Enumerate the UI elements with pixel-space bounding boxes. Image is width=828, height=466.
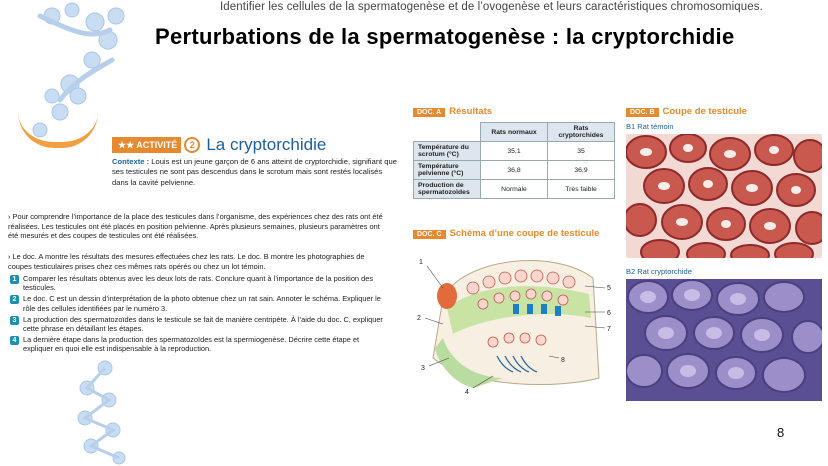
micrograph-control-rat xyxy=(626,134,822,258)
intro-text: Pour comprendre l’importance de la place des testicules dans l’organisme, des expériences chez des rats ont été réalisées. Les testicules ont été placés en position pelvienne. Après plusieurs semaines, plusieurs paramètres ont été mesurés et des coupes de testicules ont été réalisées. xyxy=(8,212,383,241)
micrograph-label-control: B1 Rat témoin xyxy=(626,122,674,131)
doc-c-heading: DOC. C Schéma d’une coupe de testicule xyxy=(413,223,599,241)
diagram-label: 1 xyxy=(419,259,423,266)
question-item: 3 La production des spermatozoïdes dans le testicule se fait de manière centripète. À l’aide du doc. C, expliquer cette phrase en détaillant les étapes. xyxy=(10,315,388,333)
page-number: 8 xyxy=(777,425,785,440)
table-row: Température pelvienne (°C) 36,8 36,9 xyxy=(414,161,615,180)
instructions-text: Le doc. A montre les résultats des mesures effectuées chez les rats. Le doc. B montre les photographies de coupes testiculaires prises chez ces mêmes rats opérés ou chez un lot témoin. xyxy=(8,252,365,271)
activity-number: 2 xyxy=(184,137,200,153)
micrograph-label-cryptorchid: B2 Rat cryptorchide xyxy=(626,267,692,276)
activity-badge: ★★ ACTIVITÉ xyxy=(112,137,181,153)
slide-title: Perturbations de la spermatogenèse : la cryptorchidie xyxy=(155,24,735,49)
question-item: 4 La dernière étape dans la production des spermatozoïdes est la spermiogenèse. Décrire cette étape et expliquer en quoi elle est indispensable à la reproduction. xyxy=(10,335,388,353)
chevron-right-icon: › xyxy=(8,212,11,221)
doc-b-heading: DOC. B Coupe de testicule xyxy=(626,101,747,119)
diagram-label: 3 xyxy=(421,365,425,372)
diagram-label: 5 xyxy=(607,285,611,292)
question-item: 1 Comparer les résultats obtenus avec les deux lots de rats. Conclure quant à l’importance de la position des testicules. xyxy=(10,274,388,292)
testis-section-diagram xyxy=(413,238,618,398)
activity-context xyxy=(112,157,400,188)
orange-arc-decoration xyxy=(18,112,98,148)
micrograph-cryptorchid-rat xyxy=(626,279,822,401)
question-item: 2 Le doc. C est un dessin d’interprétation de la photo obtenue chez un rat sain. Annoter le schéma. Expliquer le rôle des cellules identifiées par le numéro 3. xyxy=(10,294,388,312)
results-table xyxy=(413,122,615,199)
diagram-label: 7 xyxy=(607,326,611,333)
chevron-right-icon: › xyxy=(8,252,11,261)
activity-instructions xyxy=(8,252,388,271)
table-row: Production de spermatozoïdes Normale Très faible xyxy=(414,180,615,199)
diagram-label: 6 xyxy=(607,310,611,317)
activity-title: La cryptorchidie xyxy=(206,135,327,154)
course-objective-header: Identifier les cellules de la spermatogenèse et de l’ovogenèse et leurs caractéristiques chromosomiques. xyxy=(220,1,763,13)
diagram-label: 2 xyxy=(417,315,421,322)
activity-intro xyxy=(8,212,388,241)
doc-a-heading: DOC. A Résultats xyxy=(413,101,492,119)
context-label: Contexte : xyxy=(112,157,150,166)
activity-heading xyxy=(112,135,326,155)
diagram-label: 4 xyxy=(465,389,469,396)
context-text: Louis est un jeune garçon de 6 ans atteint de cryptorchidie, signifiant que ses testicules ne sont pas descendus dans le scrotum mais sont restés localisés dans la cavité pelvienne. xyxy=(112,157,397,187)
diagram-label: 8 xyxy=(561,357,565,364)
question-list xyxy=(10,274,388,356)
table-header-row: Rats normaux Rats cryptorchides xyxy=(414,123,615,142)
dna-helix-decoration xyxy=(65,360,135,466)
table-row: Température du scrotum (°C) 35,1 35 xyxy=(414,142,615,161)
